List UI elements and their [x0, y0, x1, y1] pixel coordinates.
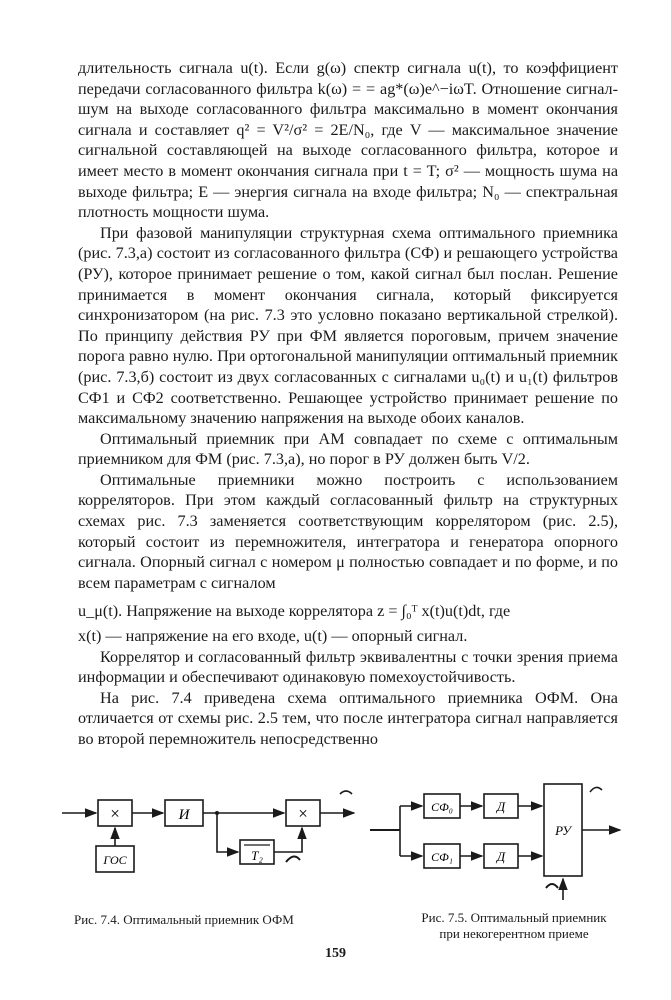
paragraph-7: На рис. 7.4 приведена схема оптимального приемника ОФМ. Она отличается от схемы рис. 2.5 тем, что после интегратора сигнал направляется во второй перемножитель непосредственно	[78, 688, 618, 748]
figure-7-5-caption	[384, 910, 644, 942]
figure-7-5	[368, 776, 638, 901]
paragraph-3: Оптимальный приемник при АМ совпадает по схеме с оптимальным приемником для ФМ (рис. 7.3,а), но порог в РУ должен быть V/2.	[78, 429, 618, 469]
sync-mark-2	[546, 884, 558, 888]
page-number: 159	[325, 946, 346, 961]
multiplier-2-label: ×	[298, 804, 308, 823]
integrator-label: И	[178, 807, 190, 823]
generator-label: ГОС	[103, 853, 127, 867]
output-mark	[590, 787, 602, 792]
figure-7-5-diagram	[368, 776, 638, 901]
decision-device-label: РУ	[555, 823, 571, 838]
multiplier-1-label: ×	[110, 804, 120, 823]
branch-to-delay	[217, 813, 238, 852]
sf1-label: СФ₁	[431, 850, 453, 864]
output-sample-mark	[340, 791, 352, 794]
figure-7-4-diagram	[60, 780, 360, 890]
delay-to-multiplier-2	[274, 828, 302, 852]
figure-7-5-caption-line-2: при некогерентном приеме	[439, 926, 589, 941]
detector-1-label: Д	[496, 849, 506, 864]
detector-0-label: Д	[496, 799, 506, 814]
sf0-label: СФ₀	[431, 800, 453, 814]
figure-7-4	[60, 780, 360, 890]
body-text	[78, 58, 618, 750]
sync-mark	[286, 856, 300, 862]
figure-7-5-caption-line-1: Рис. 7.5. Оптимальный приемник	[421, 910, 607, 925]
paragraph-1: длительность сигнала u(t). Если g(ω) спектр сигнала u(t), то коэффициент передачи согласованного фильтра k(ω) = = ag*(ω)e^−iωT. Отношение сигнал-шум на выходе согласованного фильтра максимально в момент окончания сигнала и составляет q² = V²/σ² = 2E/N₀, где V — максимальное значение сигнальной составляющей на выходе согласованного фильтра, которое и имеет место в момент окончания сигнала при t = T; σ² — мощность шума на выходе фильтра; E — энергия сигнала на входе фильтра; N₀ — спектральная плотность мощности шума.	[78, 59, 618, 222]
figure-7-4-caption: Рис. 7.4. Оптимальный приемник ОФМ	[74, 912, 294, 927]
delay-label: T₂	[251, 848, 263, 863]
paragraph-6: Коррелятор и согласованный фильтр эквивалентны с точки зрения приема информации и обеспечивают одинаковую помехоустойчивость.	[78, 647, 618, 687]
paragraph-2: При фазовой манипуляции структурная схема оптимального приемника (рис. 7.3,а) состоит из согласованного фильтра (СФ) и решающего устройства (РУ), которое принимает решение о том, какой сигнал был послан. Решение принимается в момент окончания сигнала, который фиксируется синхронизатором (на рис. 7.3 это условно показано вертикальной стрелкой). По принципу действия РУ при ФМ является пороговым, причем значение порога равно нулю. При ортогональной манипуляции оптимальный приемник (рис. 7.3,б) состоит из двух согласованных с сигналами u₀(t) и u₁(t) фильтров СФ1 и СФ2 соответственно. Решающее устройство принимает решение по максимальному значению напряжения на выходе обоих каналов.	[78, 223, 618, 428]
paragraph-5: x(t) — напряжение на его входе, u(t) — опорный сигнал.	[78, 627, 468, 646]
paragraph-4: Оптимальные приемники можно построить с использованием корреляторов. При этом каждый согласованный фильтр на структурных схемах рис. 7.3 заменяется соответствующим коррелятором (рис. 2.5), который состоит из перемножителя, интегратора и генератора опорного сигнала. Опорный сигнал с номером μ полностью совпадает и по форме, и по всем параметрам с сигналом	[78, 470, 618, 592]
correlator-formula: u_μ(t). Напряжение на выходе коррелятора z = ∫₀ᵀ x(t)u(t)dt, где	[78, 602, 511, 621]
